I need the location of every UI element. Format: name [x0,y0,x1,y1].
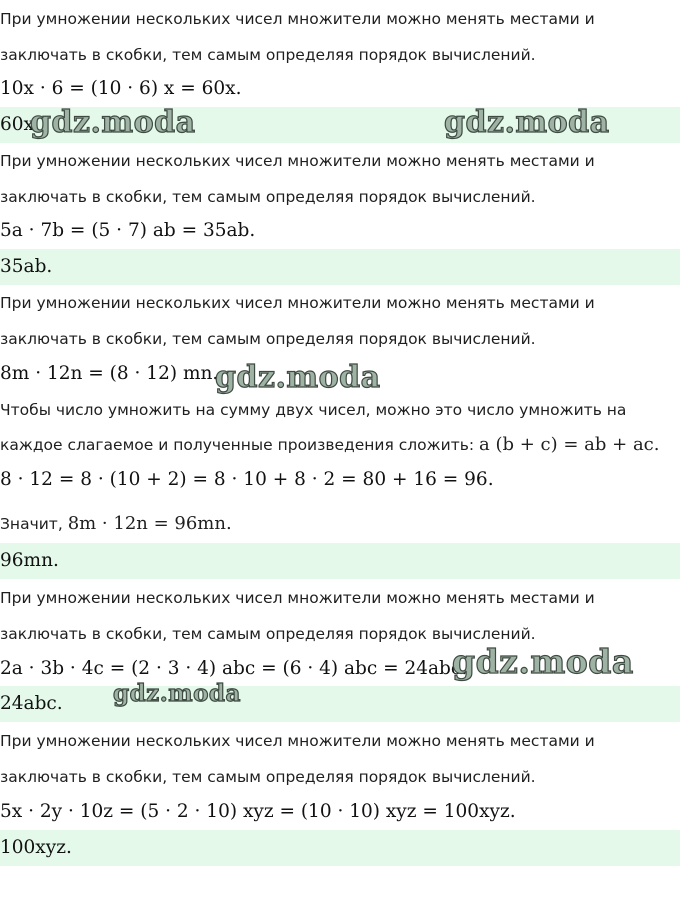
rule-text-line1: При умножении нескольких чисел множители можно менять местами и [0,10,595,28]
formula: 10x · 6 = (10 · 6) x = 60x. [0,78,242,99]
answer: 60x. [0,114,40,135]
formula: 2a · 3b · 4c = (2 · 3 · 4) abc = (6 · 4) abc = 24abc. [0,658,468,679]
rule-text-line1: При умножении нескольких чисел множители можно менять местами и [0,294,595,312]
watermark: gdz.moda [444,105,610,140]
answer: 96mn. [0,550,59,571]
rule-text-line2: заключать в скобки, тем самым определяя порядок вычислений. [0,625,536,643]
answer: 35ab. [0,256,53,277]
answer-box [0,249,680,285]
distributive-rule-text: каждое слагаемое и полученные произведения сложить: [0,436,480,454]
distributive-rule-line1: Чтобы число умножить на сумму двух чисел, можно это число умножить на [0,401,627,419]
rule-text-line1: При умножении нескольких чисел множители можно менять местами и [0,732,595,750]
answer: 100xyz. [0,837,72,858]
distributive-rule-line2 [0,435,680,455]
conclusion [0,514,680,534]
rule-text-line2: заключать в скобки, тем самым определяя порядок вычислений. [0,46,536,64]
rule-text-line1: При умножении нескольких чисел множители можно менять местами и [0,152,595,170]
answer: 24abc. [0,693,63,714]
rule-text-line1: При умножении нескольких чисел множители можно менять местами и [0,589,595,607]
watermark: gdz.moda [113,680,241,707]
conclusion-formula: 8m · 12n = 96mn. [67,513,232,534]
formula: 8m · 12n = (8 · 12) mn. [0,363,219,384]
rule-text-line2: заключать в скобки, тем самым определяя порядок вычислений. [0,188,536,206]
watermark: gdz.moda [452,642,634,681]
answer-box [0,543,680,579]
rule-text-line2: заключать в скобки, тем самым определяя порядок вычислений. [0,768,536,786]
answer-box [0,686,680,722]
rule-text-line2: заключать в скобки, тем самым определяя порядок вычислений. [0,330,536,348]
answer-box [0,830,680,866]
distributive-formula: a (b + c) = ab + ac. [479,434,660,455]
conclusion-prefix: Значит, [0,515,68,533]
formula: 5x · 2y · 10z = (5 · 2 · 10) xyz = (10 · 10) xyz = 100xyz. [0,801,516,822]
formula: 5a · 7b = (5 · 7) ab = 35ab. [0,220,256,241]
watermark: gdz.moda [215,360,381,395]
watermark: gdz.moda [30,105,196,140]
calculation: 8 · 12 = 8 · (10 + 2) = 8 · 10 + 8 · 2 = 80 + 16 = 96. [0,469,494,490]
